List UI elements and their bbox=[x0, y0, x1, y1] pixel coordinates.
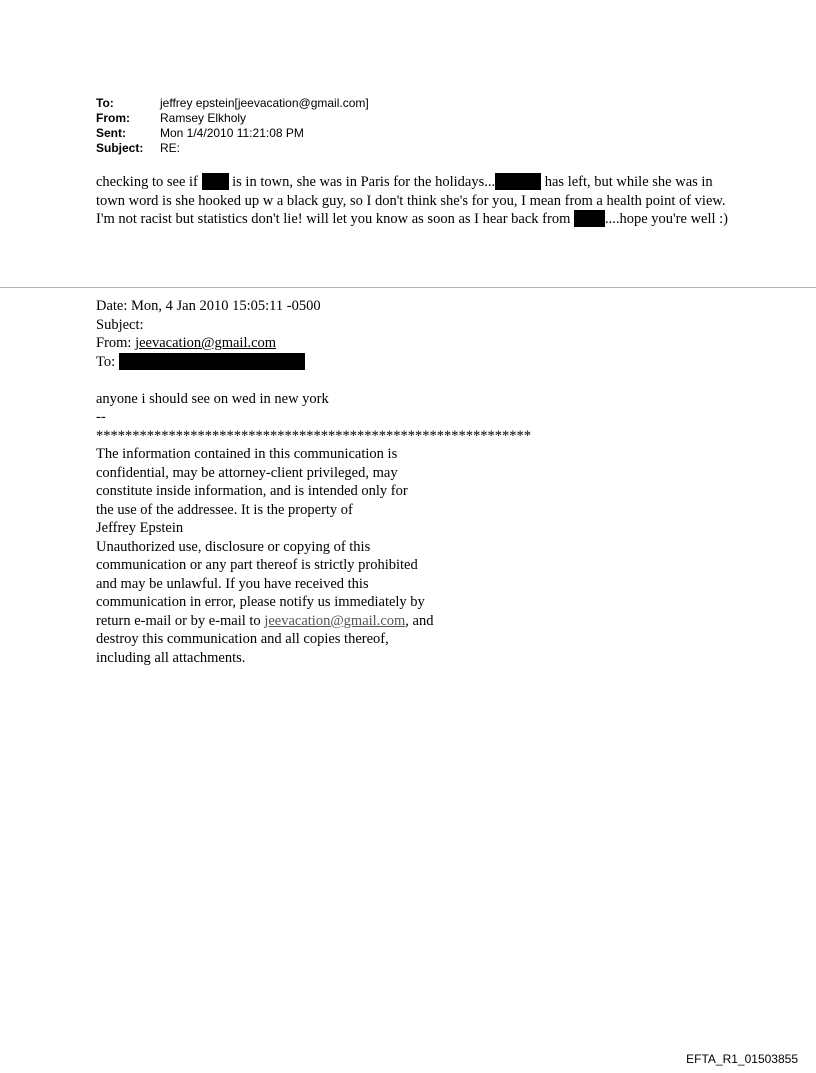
sent-label: Sent: bbox=[96, 126, 126, 140]
forwarded-to bbox=[96, 353, 736, 372]
forwarded-message bbox=[96, 297, 736, 667]
signature-dashes: -- bbox=[96, 409, 106, 425]
disclaimer-line bbox=[96, 612, 736, 631]
redaction-box bbox=[495, 173, 541, 190]
forwarded-from-email: jeevacation@gmail.com bbox=[135, 335, 277, 351]
reply-body bbox=[96, 173, 736, 229]
forwarded-from bbox=[96, 334, 736, 353]
divider bbox=[0, 287, 816, 288]
redaction-box bbox=[119, 353, 305, 370]
disclaimer-line: confidential, may be attorney-client privileged, may bbox=[96, 464, 398, 481]
reply-text-1: checking to see if bbox=[96, 174, 202, 190]
disclaimer-line: communication in error, please notify us immediately by bbox=[96, 594, 425, 610]
reply-text-4: ....hope you're well :) bbox=[605, 211, 729, 227]
disclaimer-line: the use of the addressee. It is the property of bbox=[96, 501, 353, 518]
disclaimer-text: return e-mail or by e-mail to bbox=[96, 612, 265, 629]
forwarded-message-text: anyone i should see on wed in new york bbox=[96, 390, 329, 407]
disclaimer-line: and may be unlawful. If you have received this bbox=[96, 575, 369, 592]
disclaimer-line: including all attachments. bbox=[96, 649, 246, 666]
forwarded-date: Date: Mon, 4 Jan 2010 15:05:11 -0500 bbox=[96, 298, 321, 314]
subject-value: RE: bbox=[160, 141, 181, 155]
disclaimer-line: Jeffrey Epstein bbox=[96, 520, 184, 536]
reply-text-2: is in town, she was in Paris for the holidays... bbox=[228, 174, 496, 190]
star-separator: ************************************************************ bbox=[96, 427, 531, 444]
reply-text-3: has left, but while she was in town word is she hooked up w a black guy, so I don't think she's for you, I mean from a health point of view. I'm not racist but statistics don't lie! will let you know as soon as I hear back from bbox=[96, 174, 726, 227]
email-link[interactable]: jeevacation@gmail.com bbox=[264, 612, 406, 629]
forwarded-from-prefix: From: bbox=[96, 335, 136, 351]
disclaimer-text: , and bbox=[405, 612, 434, 629]
from-label: From: bbox=[96, 111, 130, 125]
disclaimer-line: communication or any part thereof is strictly prohibited bbox=[96, 557, 418, 573]
spacer bbox=[96, 371, 736, 390]
disclaimer-line: constitute inside information, and is intended only for bbox=[96, 483, 408, 499]
redaction-box bbox=[202, 173, 229, 190]
subject-row bbox=[96, 141, 369, 156]
forwarded-subject: Subject: bbox=[96, 316, 144, 333]
sent-row bbox=[96, 126, 369, 141]
to-row bbox=[96, 96, 369, 111]
disclaimer-line: The information contained in this communication is bbox=[96, 446, 398, 462]
subject-label: Subject: bbox=[96, 141, 144, 155]
disclaimer-line: destroy this communication and all copies thereof, bbox=[96, 631, 389, 647]
redaction-box bbox=[574, 210, 605, 227]
to-value: jeffrey epstein[jeevacation@gmail.com] bbox=[160, 96, 369, 110]
disclaimer-line: Unauthorized use, disclosure or copying of this bbox=[96, 538, 371, 555]
from-value: Ramsey Elkholy bbox=[160, 111, 247, 125]
sent-value: Mon 1/4/2010 11:21:08 PM bbox=[160, 126, 304, 140]
document-id: EFTA_R1_01503855 bbox=[686, 1052, 798, 1066]
to-label: To: bbox=[96, 96, 114, 110]
forwarded-to-label: To: bbox=[96, 353, 119, 370]
from-row bbox=[96, 111, 369, 126]
disclaimer bbox=[96, 445, 736, 667]
email-header bbox=[96, 96, 369, 156]
